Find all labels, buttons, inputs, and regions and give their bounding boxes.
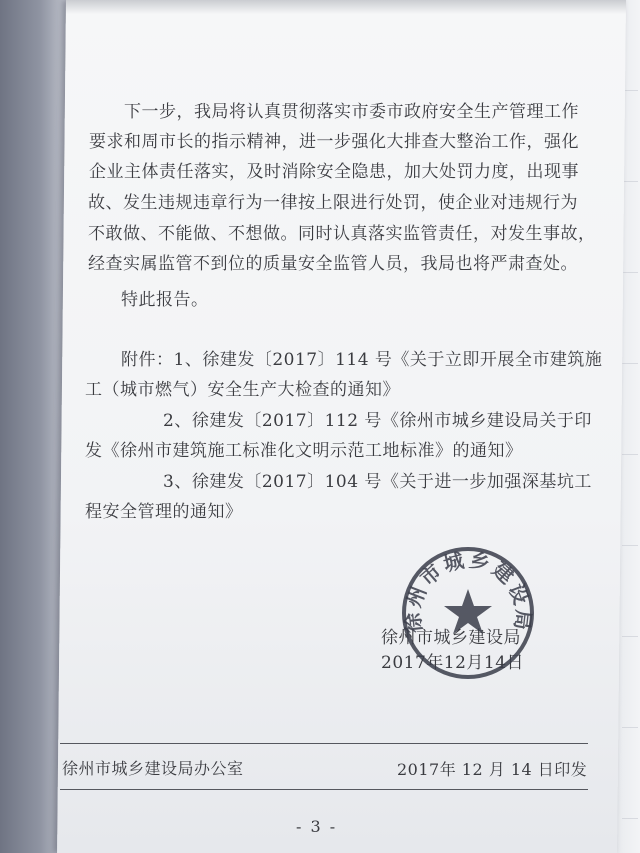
seal-text: 徐州市城乡建设局 <box>400 547 536 635</box>
attachment-3-line-1: 3、徐建发〔2017〕104 号《关于进一步加强深基坑工 <box>163 472 592 492</box>
official-seal-stamp <box>398 543 538 683</box>
attachment-3-line-2: 程安全管理的通知》 <box>85 502 243 522</box>
closing-line: 特此报告。 <box>121 290 209 310</box>
paragraph-line: 不敢做、不能做、不想做。同时认真落实监管责任，对发生事故， <box>88 224 596 244</box>
page-number: - 3 - <box>296 817 338 836</box>
footer-print-date: 2017年 12 月 14 日印发 <box>397 760 588 779</box>
attachment-1-line-2: 工（城市燃气）安全生产大检查的通知》 <box>85 380 400 400</box>
footer-bottom-rule <box>60 789 588 790</box>
paragraph-line: 经查实属监管不到位的质量安全监管人员，我局也将严肃查处。 <box>88 254 578 274</box>
paragraph-line: 下一步，我局将认真贯彻落实市委市政府安全生产管理工作 <box>124 102 579 122</box>
paragraph-line: 企业主体责任落实，及时消除安全隐患，加大处罚力度，出现事 <box>89 162 579 182</box>
attachment-1-line-1: 附件：1、徐建发〔2017〕114 号《关于立即开展全市建筑施 <box>121 350 603 370</box>
paragraph-line: 故、发生违规违章行为一律按上限进行处罚，使企业对违规行为 <box>88 193 578 213</box>
attachment-2-line-1: 2、徐建发〔2017〕112 号《徐州市城乡建设局关于印 <box>163 411 592 431</box>
signature-date: 2017年12月14日 <box>381 653 525 673</box>
paragraph-line: 要求和周市长的指示精神，进一步强化大排查大整治工作，强化 <box>89 132 579 152</box>
signature-issuer: 徐州市城乡建设局 <box>381 628 521 648</box>
attachment-2-line-2: 发《徐州市建筑施工标准化文明示范工地标准》的通知》 <box>85 441 523 461</box>
footer-top-rule <box>60 743 588 744</box>
footer-office: 徐州市城乡建设局办公室 <box>62 759 244 778</box>
page-top-shadow <box>66 0 626 14</box>
